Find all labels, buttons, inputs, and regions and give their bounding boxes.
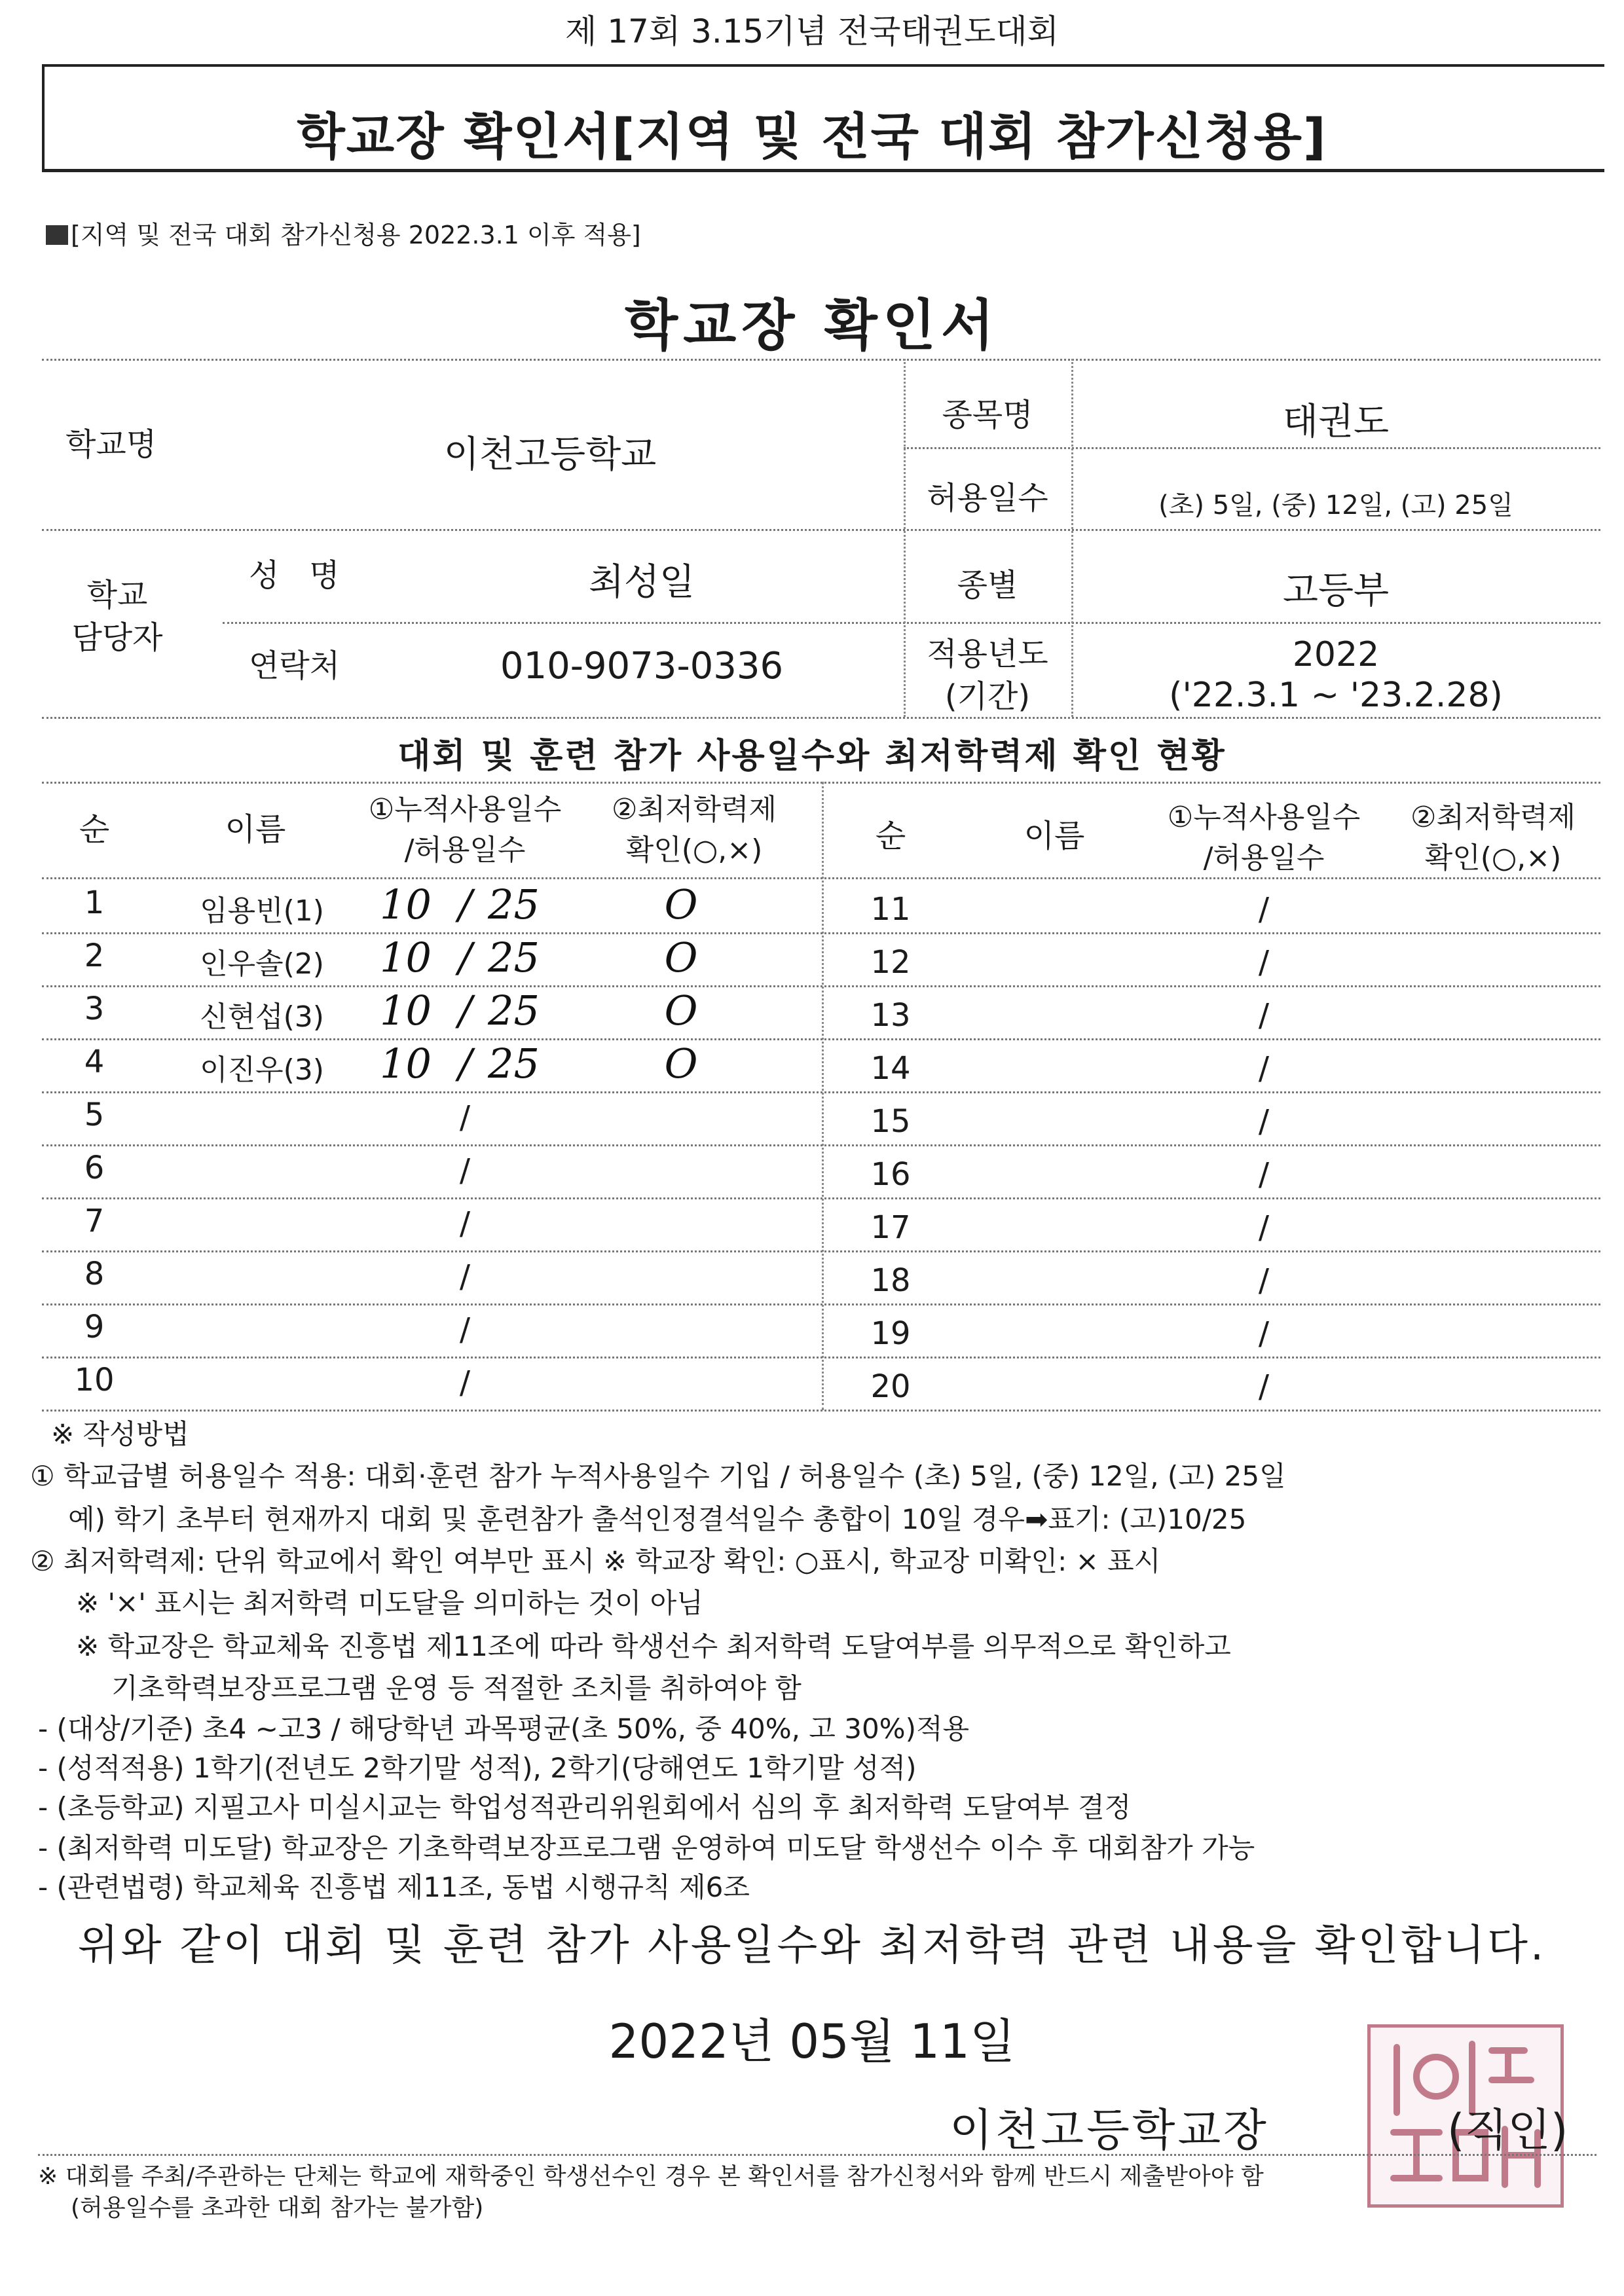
row-number: 10 <box>74 1362 115 1398</box>
contact-label: 연락처 <box>249 647 341 684</box>
name-label: 성 명 <box>249 557 340 594</box>
row-used-days: 10 <box>380 881 432 928</box>
row-allowed-days: 25 <box>488 934 540 981</box>
row-number: 8 <box>84 1256 105 1292</box>
division-value: 고등부 <box>1282 570 1390 612</box>
guide-note-law-cont: 기초학력보장프로그램 운영 등 적절한 조치를 취하여야 함 <box>111 1672 802 1704</box>
row-slash: / <box>459 1364 471 1401</box>
guide-note-mark: ※ '×' 표시는 최저학력 미도달을 의미하는 것이 아님 <box>76 1587 703 1619</box>
header-min-1: ②최저학력제 <box>612 793 777 826</box>
header-days-1: ①누적사용일수 <box>1167 801 1361 834</box>
row-divider <box>42 1410 1600 1412</box>
footer-note-1: ※ 대회를 주최/주관하는 단체는 학교에 재학중인 학생선수인 경우 본 확인서를 참가신청서와 함께 반드시 제출받아야 함 <box>38 2163 1264 2190</box>
guide-item-1: ① 학교급별 허용일수 적용: 대회·훈련 참가 누적사용일수 기입 / 허용일수 (초) 5일, (중) 12일, (고) 25일 <box>30 1460 1286 1492</box>
row-slash: / <box>459 1258 471 1295</box>
row-slash: / <box>459 1152 471 1189</box>
days-value: (초) 5일, (중) 12일, (고) 25일 <box>1158 490 1513 520</box>
row-divider <box>42 1038 1600 1040</box>
issue-date: 2022년 05월 11일 <box>608 2014 1016 2069</box>
row-divider <box>42 1250 1600 1252</box>
header-days-1: ①누적사용일수 <box>368 793 562 826</box>
row-number: 12 <box>870 944 911 981</box>
row-slash: / <box>1258 1156 1270 1193</box>
row-divider <box>42 1197 1600 1199</box>
footer-note-2: (허용일수를 초과한 대회 참가는 불가함) <box>71 2195 484 2221</box>
row-slash: / <box>459 1311 471 1348</box>
square-bullet-icon <box>46 225 68 245</box>
division-label: 종별 <box>957 567 1018 604</box>
row-number: 1 <box>84 884 105 921</box>
days-label: 허용일수 <box>927 480 1048 517</box>
table-title: 대회 및 훈련 참가 사용일수와 최저학력제 확인 현황 <box>397 737 1227 776</box>
row-number: 7 <box>84 1203 105 1239</box>
row-number: 17 <box>870 1209 911 1246</box>
row-allowed-days: 25 <box>488 987 540 1034</box>
principal-name: 이천고등학교장 <box>950 2105 1269 2157</box>
row-slash: / <box>458 987 472 1034</box>
divider <box>223 622 1600 624</box>
row-slash: / <box>1258 1209 1270 1246</box>
row-used-days: 10 <box>380 987 432 1034</box>
header-name: 이름 <box>1024 818 1085 854</box>
row-slash: / <box>458 1040 472 1087</box>
row-min-check: O <box>664 881 698 928</box>
row-used-days: 10 <box>380 934 432 981</box>
row-number: 2 <box>84 938 105 974</box>
row-number: 5 <box>84 1097 105 1133</box>
row-slash: / <box>1258 1368 1270 1405</box>
manager-label-1: 학교 <box>86 577 148 613</box>
guide-detail-elementary: - (초등학교) 지필고사 미실시교는 학업성적관리위원회에서 심의 후 최저학력 도달여부 결정 <box>38 1791 1132 1823</box>
row-number: 15 <box>870 1103 911 1140</box>
header-min-2: 확인(○,×) <box>625 833 763 867</box>
row-athlete-name: 이진우(3) <box>200 1053 324 1087</box>
row-number: 6 <box>84 1150 105 1186</box>
school-label: 학교명 <box>65 426 157 463</box>
guide-heading: ※ 작성방법 <box>51 1418 189 1450</box>
guide-detail-grades: - (성적적용) 1학기(전년도 2학기말 성적), 2학기(당해연도 1학기말 성적) <box>38 1752 917 1784</box>
row-slash: / <box>1258 891 1270 928</box>
sport-label: 종목명 <box>942 397 1033 433</box>
divider <box>38 2154 1596 2156</box>
sport-value: 태권도 <box>1282 401 1390 443</box>
row-min-check: O <box>664 1040 698 1087</box>
row-slash: / <box>459 1205 471 1242</box>
divider <box>42 717 1600 719</box>
event-title: 제 17회 3.15기념 전국태권도대회 <box>565 12 1059 50</box>
row-slash: / <box>1258 1262 1270 1299</box>
divider <box>42 782 1600 784</box>
contact-value: 010-9073-0336 <box>500 645 784 687</box>
year-value-1: 2022 <box>1292 635 1380 674</box>
divider <box>42 529 1600 531</box>
row-athlete-name: 인우솔(2) <box>200 947 324 981</box>
header-no: 순 <box>79 811 110 848</box>
header-name: 이름 <box>225 811 286 848</box>
notice-line <box>46 215 641 251</box>
row-number: 11 <box>870 891 911 928</box>
row-allowed-days: 25 <box>488 1040 540 1087</box>
row-number: 20 <box>870 1368 911 1405</box>
year-value-2: ('22.3.1 ~ '23.2.28) <box>1169 676 1503 715</box>
row-number: 18 <box>870 1262 911 1299</box>
confirm-statement: 위와 같이 대회 및 훈련 참가 사용일수와 최저학력 관련 내용을 확인합니다. <box>77 1922 1547 1970</box>
divider <box>42 359 1600 361</box>
header-no: 순 <box>875 818 906 854</box>
row-number: 19 <box>870 1315 911 1352</box>
row-number: 13 <box>870 997 911 1034</box>
row-number: 16 <box>870 1156 911 1193</box>
row-number: 9 <box>84 1309 105 1345</box>
title-box-bottom-border <box>42 169 1604 172</box>
divider <box>822 782 824 1410</box>
document-title: 학교장 확인서[지역 및 전국 대회 참가신청용] <box>297 107 1327 166</box>
guide-detail-law: - (관련법령) 학교체육 진흥법 제11조, 동법 시행규칙 제6조 <box>38 1871 750 1903</box>
form-title: 학교장 확인서 <box>624 293 1000 357</box>
guide-detail-below: - (최저학력 미도달) 학교장은 기초학력보장프로그램 운영하여 미도달 학생선수 이수 후 대회참가 가능 <box>38 1832 1255 1864</box>
guide-detail-target: - (대상/기준) 초4 ~고3 / 해당학년 과목평균(초 50%, 중 40%, 고 30%)적용 <box>38 1713 970 1745</box>
row-slash: / <box>458 881 472 928</box>
row-divider <box>42 1357 1600 1358</box>
name-value: 최성일 <box>588 561 695 604</box>
row-min-check: O <box>664 934 698 981</box>
notice-text: [지역 및 전국 대회 참가신청용 2022.3.1 이후 적용] <box>71 221 641 249</box>
school-value: 이천고등학교 <box>443 433 657 476</box>
row-divider <box>42 1303 1600 1305</box>
year-label-2: (기간) <box>944 678 1031 715</box>
header-min-1: ②최저학력제 <box>1411 801 1576 834</box>
row-slash: / <box>459 1099 471 1136</box>
row-slash: / <box>1258 1103 1270 1140</box>
guide-note-law: ※ 학교장은 학교체육 진흥법 제11조에 따라 학생선수 최저학력 도달여부를 의무적으로 확인하고 <box>76 1630 1231 1662</box>
row-used-days: 10 <box>380 1040 432 1087</box>
year-label-1: 적용년도 <box>927 636 1048 672</box>
row-slash: / <box>1258 1050 1270 1087</box>
row-divider <box>42 1144 1600 1146</box>
row-number: 14 <box>870 1050 911 1087</box>
header-days-2: /허용일수 <box>1203 841 1325 875</box>
manager-label-2: 담당자 <box>71 619 163 656</box>
row-slash: / <box>1258 997 1270 1034</box>
row-number: 4 <box>84 1044 105 1080</box>
title-box-top-border <box>42 64 1604 67</box>
row-divider <box>42 985 1600 987</box>
row-slash: / <box>1258 944 1270 981</box>
header-days-2: /허용일수 <box>404 833 526 867</box>
header-min-2: 확인(○,×) <box>1424 841 1562 875</box>
guide-item-1-example: 예) 학기 초부터 현재까지 대회 및 훈련참가 출석인정결석일수 총합이 10일 경우➡표기: (고)10/25 <box>68 1503 1247 1535</box>
row-divider <box>42 1091 1600 1093</box>
guide-item-2: ② 최저학력제: 단위 학교에서 확인 여부만 표시 ※ 학교장 확인: ○표시, 학교장 미확인: × 표시 <box>30 1545 1161 1577</box>
row-athlete-name: 임용빈(1) <box>200 894 324 928</box>
stamp-label: (직인) <box>1447 2105 1568 2157</box>
row-allowed-days: 25 <box>488 881 540 928</box>
row-slash: / <box>1258 1315 1270 1352</box>
row-slash: / <box>458 934 472 981</box>
row-divider <box>42 932 1600 934</box>
divider <box>904 447 1600 449</box>
row-number: 3 <box>84 991 105 1027</box>
divider <box>42 877 1600 879</box>
row-athlete-name: 신현섭(3) <box>200 1000 324 1034</box>
row-min-check: O <box>664 987 698 1034</box>
